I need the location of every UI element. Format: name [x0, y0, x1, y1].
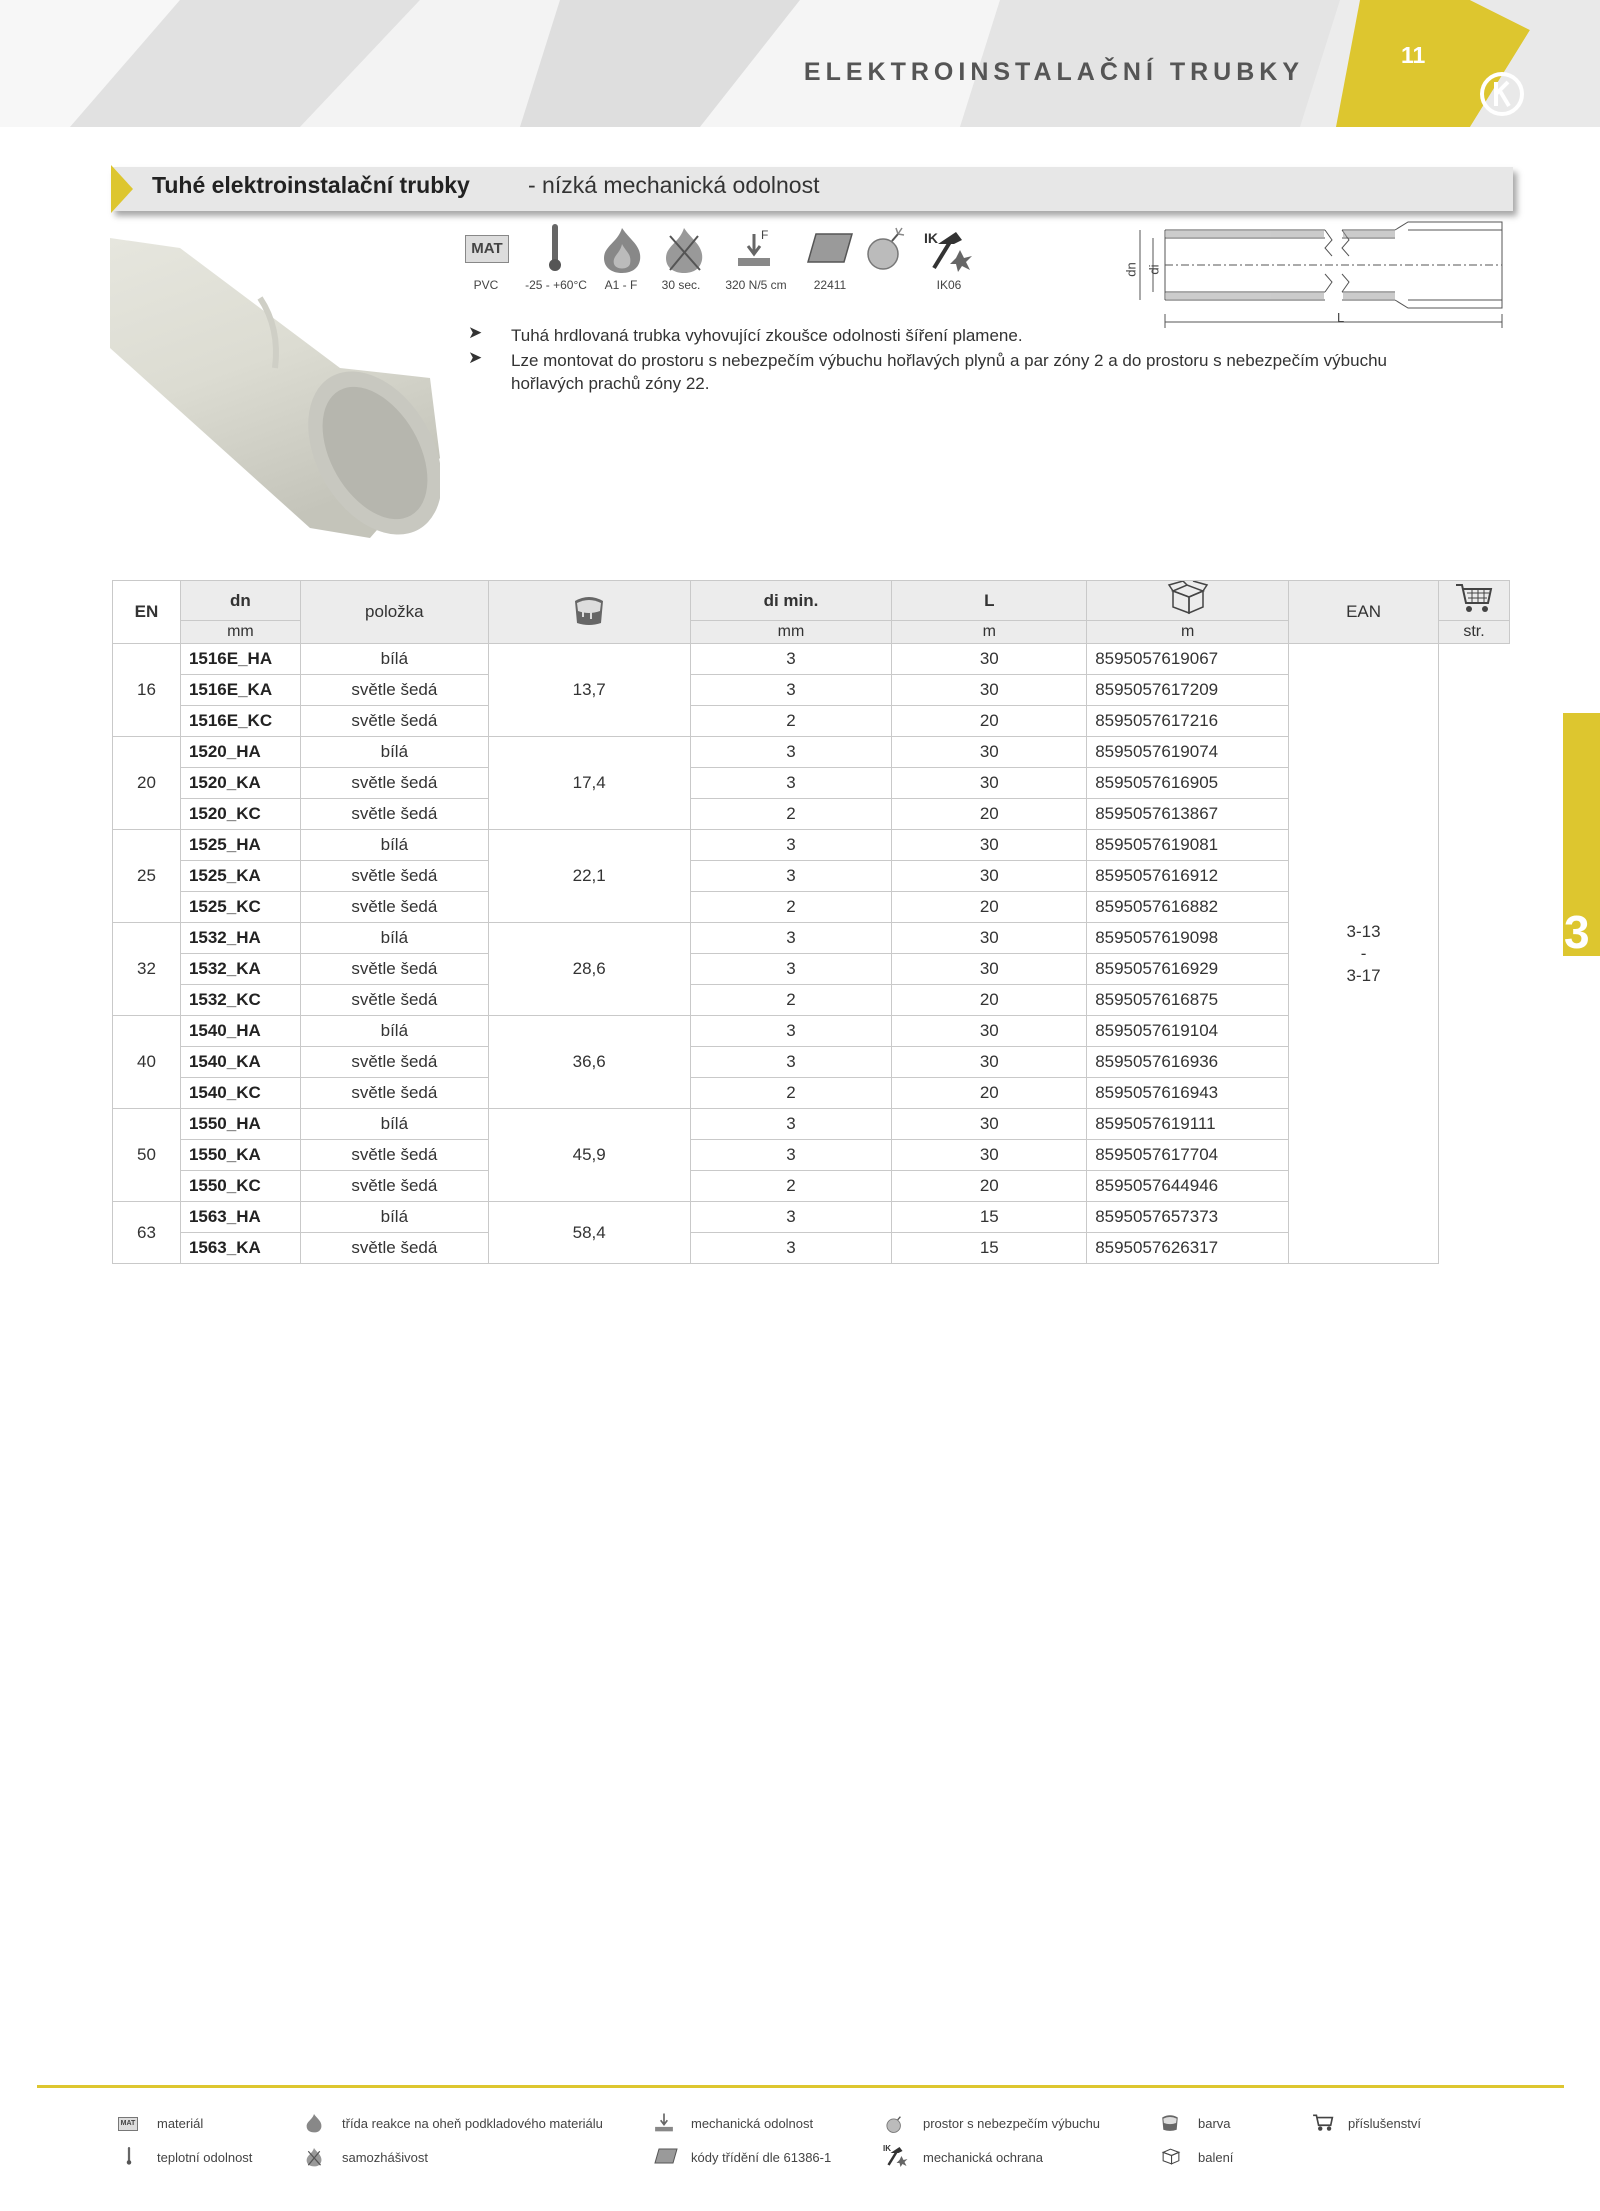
header-color: [488, 581, 690, 644]
color-cell: světle šedá: [300, 985, 488, 1016]
length-cell: 3: [690, 737, 892, 768]
length-cell: 3: [690, 861, 892, 892]
ean-cell: 8595057619074: [1087, 737, 1289, 768]
paint-icon: [1160, 2113, 1180, 2132]
table-row: [113, 644, 1510, 675]
header-l: L: [892, 581, 1087, 621]
prop-label-mat: PVC: [473, 278, 499, 292]
item-code-cell: 1532_KC: [180, 985, 300, 1016]
legend-mech-protection: mechanická ochrana: [923, 2150, 1043, 2165]
box-icon: [1160, 2147, 1182, 2165]
flame-icon: [305, 2113, 323, 2133]
force-icon: [654, 2113, 674, 2133]
force-icon: [736, 234, 772, 268]
unit-pack: m: [1087, 621, 1289, 644]
header-di: di min.: [690, 581, 892, 621]
item-code-cell: 1540_KA: [180, 1047, 300, 1078]
hammer-icon: [883, 2145, 909, 2167]
pack-cell: 30: [892, 954, 1087, 985]
header-item: položka: [300, 581, 488, 644]
pack-cell: 20: [892, 985, 1087, 1016]
pack-cell: 20: [892, 1078, 1087, 1109]
header-title: ELEKTROINSTALAČNÍ TRUBKY: [803, 58, 1304, 86]
di-cell: 45,9: [488, 1109, 690, 1202]
item-code-cell: 1525_KC: [180, 892, 300, 923]
item-code-cell: 1532_HA: [180, 923, 300, 954]
ean-cell: 8595057644946: [1087, 1171, 1289, 1202]
item-code-cell: 1532_KA: [180, 954, 300, 985]
legend-color: barva: [1198, 2116, 1231, 2131]
bullet-marker: ➤: [468, 323, 483, 342]
length-cell: 2: [690, 892, 892, 923]
pack-cell: 20: [892, 799, 1087, 830]
thermometer-icon: [548, 224, 562, 272]
color-cell: světle šedá: [300, 861, 488, 892]
length-cell: 2: [690, 706, 892, 737]
bullet-text-continued: hořlavých prachů zóny 22.: [511, 374, 710, 393]
ean-cell: 8595057616912: [1087, 861, 1289, 892]
legend-mech-resistance: mechanická odolnost: [691, 2116, 814, 2131]
thermometer-icon: [126, 2147, 132, 2165]
dn-cell: 20: [113, 737, 181, 830]
pack-cell: 20: [892, 1171, 1087, 1202]
color-cell: světle šedá: [300, 768, 488, 799]
di-cell: 28,6: [488, 923, 690, 1016]
header-dn: dn: [180, 581, 300, 621]
item-code-cell: 1563_KA: [180, 1233, 300, 1264]
length-cell: 3: [690, 1233, 892, 1264]
bomb-icon: [866, 226, 906, 270]
item-code-cell: 1520_HA: [180, 737, 300, 768]
color-cell: světle šedá: [300, 1047, 488, 1078]
length-cell: 3: [690, 923, 892, 954]
ean-cell: 8595057619081: [1087, 830, 1289, 861]
pack-cell: 30: [892, 1109, 1087, 1140]
color-cell: světle šedá: [300, 892, 488, 923]
ean-cell: 8595057617209: [1087, 675, 1289, 706]
ean-cell: 8595057613867: [1087, 799, 1289, 830]
length-cell: 3: [690, 954, 892, 985]
legend-self-extinguish: samozhášivost: [342, 2150, 428, 2165]
item-code-cell: 1540_KC: [180, 1078, 300, 1109]
ean-cell: 8595057616936: [1087, 1047, 1289, 1078]
bullet-marker: ➤: [468, 348, 483, 367]
cart-icon: [1454, 581, 1494, 615]
ean-cell: 8595057619067: [1087, 644, 1289, 675]
length-cell: 3: [690, 768, 892, 799]
bullet-text: Lze montovat do prostoru s nebezpečím výbuchu hořlavých plynů a par zóny 2 a do prostoru s nebezpečím výbuchu: [511, 351, 1387, 370]
color-cell: světle šedá: [300, 675, 488, 706]
di-cell: 36,6: [488, 1016, 690, 1109]
pack-cell: 15: [892, 1202, 1087, 1233]
header-ean: EAN: [1289, 581, 1439, 644]
self-extinguish-icon: [662, 226, 706, 274]
mat-icon: MAT: [465, 235, 509, 263]
chapter-number: 3: [1564, 906, 1590, 958]
ik-mini-badge: IK: [883, 2144, 891, 2153]
legend-accessories: příslušenství: [1348, 2116, 1421, 2131]
norm-cell: [113, 581, 181, 644]
color-cell: bílá: [300, 1016, 488, 1047]
item-code-cell: 1563_HA: [180, 1202, 300, 1233]
length-cell: 3: [690, 830, 892, 861]
ean-cell: 8595057619111: [1087, 1109, 1289, 1140]
section-arrow: [111, 165, 133, 213]
table-header-row: [113, 581, 1510, 621]
color-cell: světle šedá: [300, 954, 488, 985]
length-cell: 3: [690, 675, 892, 706]
force-label: F: [761, 228, 769, 242]
length-cell: 3: [690, 1016, 892, 1047]
prop-label-extinguish: 30 sec.: [661, 278, 701, 292]
pack-cell: 30: [892, 1140, 1087, 1171]
prop-label-temp: -25 - +60°C: [525, 278, 587, 292]
color-cell: světle šedá: [300, 1140, 488, 1171]
unit-dn: mm: [180, 621, 300, 644]
hammer-icon: [924, 228, 974, 272]
pack-cell: 30: [892, 830, 1087, 861]
item-code-cell: 1550_HA: [180, 1109, 300, 1140]
length-cell: 2: [690, 985, 892, 1016]
ean-cell: 8595057626317: [1087, 1233, 1289, 1264]
pack-cell: 15: [892, 1233, 1087, 1264]
color-cell: bílá: [300, 644, 488, 675]
pack-cell: 20: [892, 706, 1087, 737]
color-cell: bílá: [300, 923, 488, 954]
bullet-text: Tuhá hrdlovaná trubka vyhovující zkoušce odolnosti šíření plamene.: [511, 326, 1023, 345]
page-ref-line: -: [1360, 943, 1367, 963]
pack-cell: 30: [892, 644, 1087, 675]
self-extinguish-icon: [305, 2147, 323, 2167]
pack-cell: 30: [892, 1016, 1087, 1047]
ean-cell: 8595057616905: [1087, 768, 1289, 799]
diagram-l-label: L: [1337, 310, 1345, 325]
mat-icon: MAT: [118, 2117, 138, 2131]
page-ref-cell: [1289, 644, 1439, 1264]
di-cell: 13,7: [488, 644, 690, 737]
color-cell: světle šedá: [300, 1171, 488, 1202]
legend-classification: kódy třídění dle 61386-1: [691, 2150, 832, 2165]
length-cell: 3: [690, 1109, 892, 1140]
length-cell: 3: [690, 1202, 892, 1233]
color-cell: bílá: [300, 1109, 488, 1140]
length-cell: 2: [690, 799, 892, 830]
classification-icon: [806, 232, 854, 266]
length-cell: 3: [690, 1140, 892, 1171]
pack-cell: 30: [892, 861, 1087, 892]
tube-dimension-diagram: [1120, 218, 1510, 330]
item-code-cell: 1550_KC: [180, 1171, 300, 1202]
prop-label-class: 22411: [813, 278, 847, 292]
pack-cell: 30: [892, 737, 1087, 768]
page-number: 11: [1401, 42, 1426, 68]
page-ref-line: 3-13: [1346, 921, 1381, 941]
item-code-cell: 1540_HA: [180, 1016, 300, 1047]
length-cell: 2: [690, 1078, 892, 1109]
item-code-cell: 1520_KA: [180, 768, 300, 799]
cart-icon: [1312, 2113, 1334, 2132]
ean-cell: 8595057616882: [1087, 892, 1289, 923]
color-cell: světle šedá: [300, 799, 488, 830]
paint-icon: [571, 593, 607, 627]
color-cell: bílá: [300, 737, 488, 768]
product-photo: [110, 238, 440, 548]
ean-cell: 8595057619104: [1087, 1016, 1289, 1047]
legend-material: materiál: [157, 2116, 204, 2131]
brand-logo-icon: [1478, 70, 1526, 118]
ean-cell: 8595057617216: [1087, 706, 1289, 737]
item-code-cell: 1516E_HA: [180, 644, 300, 675]
dn-cell: 40: [113, 1016, 181, 1109]
unit-l: m: [892, 621, 1087, 644]
legend-fire-class: třída reakce na oheň podkladového materiálu: [342, 2116, 603, 2131]
item-code-cell: 1525_KA: [180, 861, 300, 892]
dn-cell: 50: [113, 1109, 181, 1202]
ean-cell: 8595057616929: [1087, 954, 1289, 985]
header-background: [0, 0, 1600, 127]
dn-cell: 25: [113, 830, 181, 923]
page-ref-line: 3-17: [1346, 965, 1381, 985]
ean-cell: 8595057657373: [1087, 1202, 1289, 1233]
diagram-dn-label: dn: [1123, 262, 1139, 277]
legend-packaging: balení: [1198, 2150, 1234, 2165]
ean-cell: 8595057617704: [1087, 1140, 1289, 1171]
unit-di: mm: [690, 621, 892, 644]
item-code-cell: 1516E_KA: [180, 675, 300, 706]
legend-temperature: teplotní odolnost: [157, 2150, 253, 2165]
length-cell: 3: [690, 1047, 892, 1078]
color-cell: světle šedá: [300, 1078, 488, 1109]
color-cell: bílá: [300, 830, 488, 861]
item-code-cell: 1516E_KC: [180, 706, 300, 737]
footer-divider: [37, 2085, 1564, 2088]
pack-cell: 30: [892, 1047, 1087, 1078]
color-cell: světle šedá: [300, 706, 488, 737]
prop-label-ik: IK06: [936, 278, 962, 292]
section-title: Tuhé elektroinstalační trubky: [152, 172, 470, 198]
item-code-cell: 1520_KC: [180, 799, 300, 830]
dn-cell: 16: [113, 644, 181, 737]
ik-badge: IK: [924, 230, 938, 246]
product-table: [112, 580, 1510, 1264]
classification-icon: [654, 2148, 678, 2165]
dn-cell: 32: [113, 923, 181, 1016]
diagram-di-label: di: [1146, 264, 1162, 275]
section-subtitle: - nízká mechanická odolnost: [528, 172, 820, 198]
norm-label: EN: [134, 602, 159, 621]
legend-explosion-zone: prostor s nebezpečím výbuchu: [923, 2116, 1101, 2131]
ean-cell: 8595057616943: [1087, 1078, 1289, 1109]
box-icon: [1167, 581, 1209, 615]
ean-cell: 8595057619098: [1087, 923, 1289, 954]
unit-str: str.: [1438, 621, 1509, 644]
item-code-cell: 1525_HA: [180, 830, 300, 861]
prop-label-force: 320 N/5 cm: [725, 278, 787, 292]
pack-cell: 30: [892, 675, 1087, 706]
color-cell: bílá: [300, 1202, 488, 1233]
pack-cell: 30: [892, 923, 1087, 954]
bomb-icon: [886, 2113, 904, 2133]
di-cell: 58,4: [488, 1202, 690, 1264]
flame-icon: [600, 226, 644, 274]
color-cell: světle šedá: [300, 1233, 488, 1264]
header-pack: [1087, 581, 1289, 621]
length-cell: 3: [690, 644, 892, 675]
pack-cell: 30: [892, 768, 1087, 799]
item-code-cell: 1550_KA: [180, 1140, 300, 1171]
pack-cell: 20: [892, 892, 1087, 923]
dn-cell: 63: [113, 1202, 181, 1264]
header-accessories: [1438, 581, 1509, 621]
di-cell: 22,1: [488, 830, 690, 923]
length-cell: 2: [690, 1171, 892, 1202]
prop-label-flame: A1 - F: [604, 278, 638, 292]
di-cell: 17,4: [488, 737, 690, 830]
ean-cell: 8595057616875: [1087, 985, 1289, 1016]
